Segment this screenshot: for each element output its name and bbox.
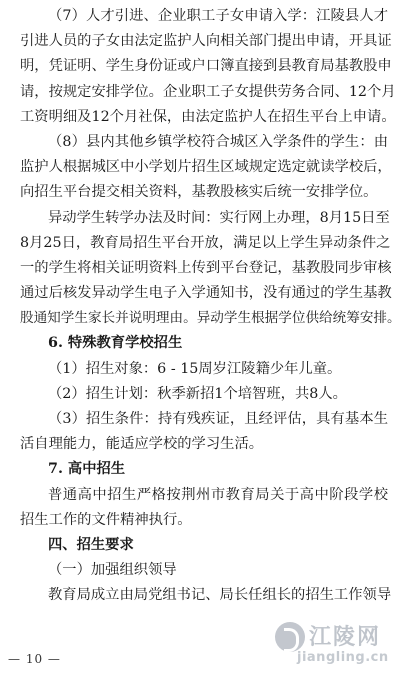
watermark-name: 江陵网 xyxy=(309,625,382,650)
text-line: 教育局成立由局党组书记、局长任组长的招生工作领导 xyxy=(48,587,392,604)
chapter-heading: 四、招生要求 xyxy=(48,536,134,553)
watermark-url: jiangling.cn xyxy=(297,650,389,665)
text-line: 招生工作的文件精神执行。 xyxy=(20,511,192,528)
text-line: 监护人根据城区中小学划片招生区域规定选定就读学校后， xyxy=(20,159,392,176)
text-line: 工资明细及12个月社保，由法定监护人在招生平台上申请。 xyxy=(20,108,396,125)
document-body xyxy=(20,4,401,609)
section-heading: 6. 特殊教育学校招生 xyxy=(48,335,183,352)
text-line: （8）县内其他乡镇学校符合城区入学条件的学生：由 xyxy=(48,133,388,150)
jiangling-logo-icon xyxy=(275,622,305,652)
site-watermark xyxy=(275,622,395,668)
text-line: （3）招生条件：持有残疾证，且经评估，具有基本生 xyxy=(48,411,388,427)
text-line: 异动学生转学办法及时间：实行网上办理，8月15日至 xyxy=(48,209,390,226)
text-line: 普通高中招生严格按荆州市教育局关于高中阶段学校 xyxy=(48,486,388,503)
text-line: 请，按规定安排学位。企业职工子女提供劳务合同、12个月 xyxy=(20,83,396,100)
section-heading: 7. 高中招生 xyxy=(48,461,126,478)
text-line: 通过后核发异动学生电子入学通知书，没有通过的学生基教 xyxy=(20,285,392,302)
text-line: 引进人员的子女由法定监护人向相关部门提出申请，开具证 xyxy=(20,33,392,50)
text-line: 活自理能力，能适应学校的学习生活。 xyxy=(20,436,264,453)
text-line: （2）招生计划：秋季新招1个培智班，共8人。 xyxy=(48,385,347,402)
text-line: （7）人才引进、企业职工子女申请入学：江陵县人才 xyxy=(48,8,388,24)
page-number: — 10 — xyxy=(8,652,61,666)
text-line: 8月25日，教育局招生平台开放，满足以上学生异动条件之 xyxy=(20,234,391,251)
text-line: 向招生平台提交相关资料，基教股核实后统一安排学位。 xyxy=(20,184,378,201)
text-line: （1）招生对象：6 - 15周岁江陵籍少年儿童。 xyxy=(48,360,342,377)
text-line: 股通知学生家长并说明理由。异动学生根据学位供给统筹安排。 xyxy=(20,310,401,327)
text-line: 明，凭证明、学生身份证或户口簿直接到县教育局基教股申 xyxy=(20,58,392,75)
subsection-heading: （一）加强组织领导 xyxy=(48,562,177,579)
text-line: 一的学生将相关证明资料上传到平台登记，基教股同步审核 xyxy=(20,259,392,276)
